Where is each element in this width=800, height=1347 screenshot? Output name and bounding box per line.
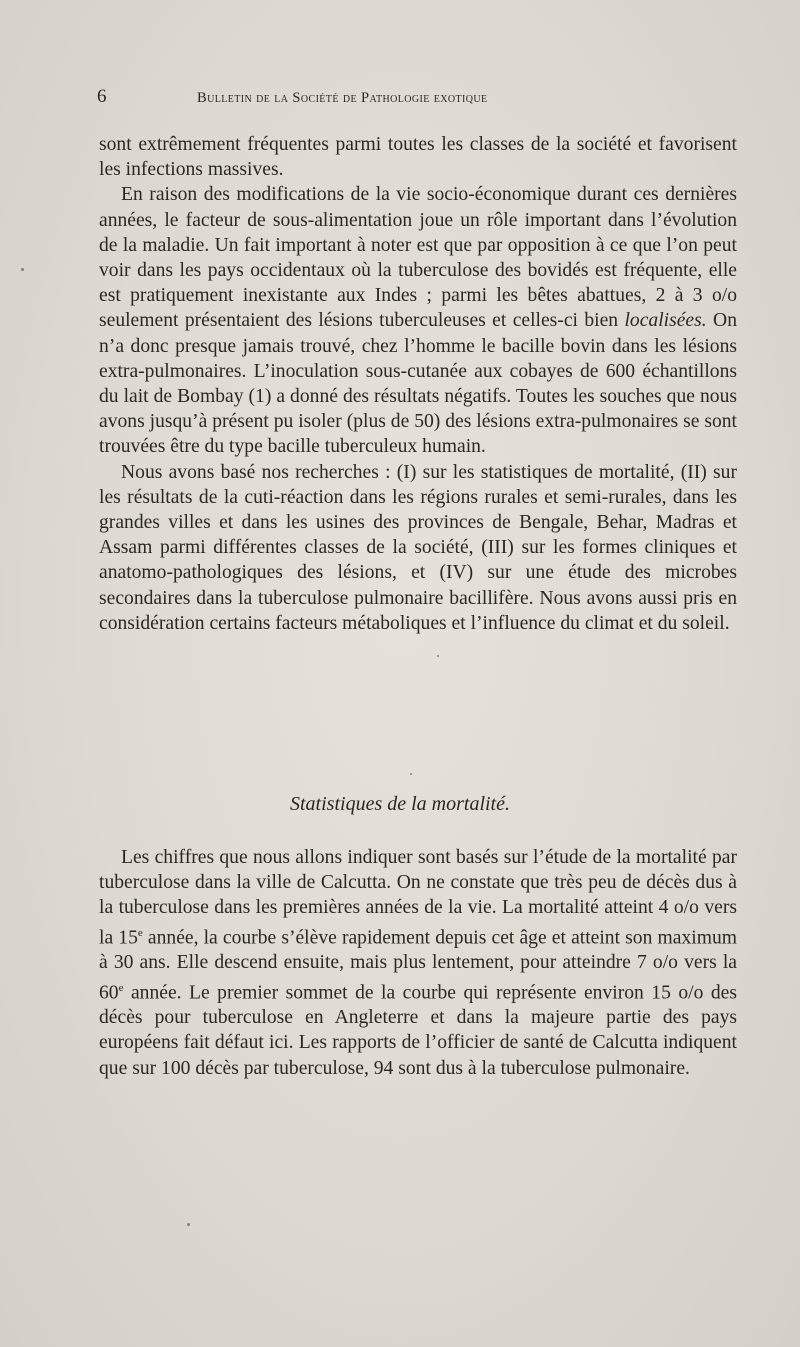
body-text-lower	[99, 845, 737, 1081]
paper-speck	[437, 655, 439, 657]
paper-speck	[21, 268, 24, 271]
page-header	[97, 86, 738, 116]
superscript-e-2: e	[118, 981, 124, 994]
mortality-text-c: année. Le premier sommet de la courbe qui représente environ 15 o/o des décès pour tuberculose en Angleterre et dans la majeure partie des pays européens fait défaut ici. Les rapports de l’officier de santé de Calcutta indiquent que sur 100 décès par tuberculose, 94 sont dus à la tuberculose pulmonaire.	[99, 982, 737, 1079]
paragraph-research-basis: Nous avons basé nos recherches : (I) sur les statistiques de mortalité, (II) sur les résultats de la cuti-réaction dans les régions rurales et semi-rurales, dans les grandes villes et dans les usines des provinces de Bengale, Behar, Madras et Assam parmi différentes classes de la société, (III) sur les formes cliniques et anatomo-pathologiques des lésions, et (IV) sur une étude des microbes secondaires dans la tuberculose pulmonaire bacillifère. Nous avons aussi pris en considération certains facteurs métaboliques et l’influence du climat et du soleil.	[99, 461, 737, 634]
paper-speck	[187, 1223, 190, 1226]
body-text-upper	[99, 132, 737, 636]
page-number: 6	[97, 86, 107, 107]
paragraph-continuation: sont extrêmement fréquentes parmi toutes les classes de la société et favorisent les infections massives.	[99, 134, 737, 181]
mortality-text-b: année, la courbe s’élève rapidement depuis cet âge et atteint son maximum à 30 ans. Elle descend ensuite, mais plus lentement, pour atteindre 7 o/o vers la 60	[99, 927, 737, 1004]
paragraph-socio-economic-tail: On n’a donc presque jamais trouvé, chez l’homme le bacille bovin dans les lésions extra-pulmonaires. L’inoculation sous-cutanée aux cobayes de 600 échantillons du lait de Bombay (1) a donné des résultats négatifs. Toutes les souches que nous avons jusqu’à présent pu isoler (plus de 50) des lésions extra-pulmonaires se sont trouvées être du type bacille tuberculeux humain.	[99, 310, 737, 458]
emphasis-localisees: localisées.	[624, 310, 707, 332]
paragraph-socio-economic-text: En raison des modifications de la vie socio-économique durant ces dernières années, le facteur de sous-alimentation joue un rôle important dans l’évolution de la maladie. Un fait important à noter est que par opposition à ce que l’on peut voir dans les pays occidentaux où la tuberculose des bovidés est fréquente, elle est pratiquement inexistante aux Indes ; parmi les bêtes abattues, 2 à 3 o/o seulement présentaient des lésions tuberculeuses et celles-ci bien	[99, 184, 737, 332]
paragraph-socio-economic	[99, 182, 737, 459]
superscript-e-1: e	[137, 926, 143, 939]
mortality-text-a: Les chiffres que nous allons indiquer sont basés sur l’étude de la mortalité par tuberculose dans la ville de Calcutta. On ne constate que très peu de décès dus à la tuberculose dans les premières années de la vie. La mortalité atteint 4 o/o vers la 15	[99, 847, 737, 949]
running-head: Bulletin de la Société de Pathologie exotique	[197, 90, 488, 106]
section-title: Statistiques de la mortalité.	[290, 793, 510, 815]
paragraph-mortality	[99, 845, 737, 1081]
paper-speck	[410, 773, 412, 775]
